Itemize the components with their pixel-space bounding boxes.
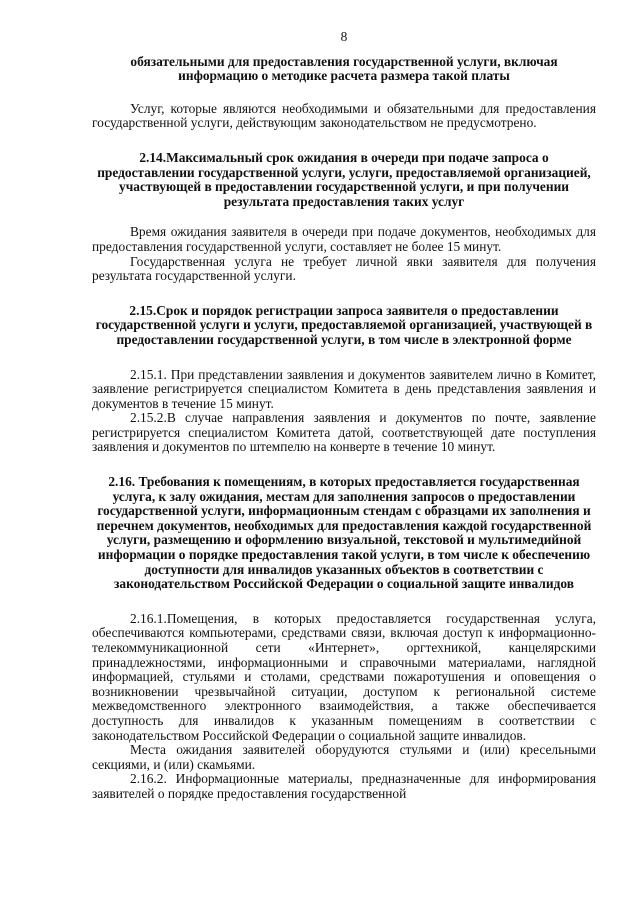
paragraph-additional-services: Услуг, которые являются необходимыми и обязательными для предоставления государственной услуги, действующим законодательством не предусмотрено. [92,100,596,131]
paragraph-2-16-1: 2.16.1.Помещения, в которых предоставляется государственная услуга, обеспечиваются компьютерами, средствами связи, включая доступ к информационно-телекоммуникационной сети «Интернет», оргтехникой, канцелярскими принадлежностями, информационными и справочными материалами, наглядной информацией, стульями и столами, средствами пожаротушения и оповещения о возникновении чрезвычайной ситуации, доступом к региональной системе межведомственного электронного взаимодействия, а также обеспечивается доступность для инвалидов к указанным помещениям в соответствии с законодательством Российской Федерации о социальной защите инвалидов. [92,610,596,743]
paragraph-2-15-1: 2.15.1. При представлении заявления и документов заявителем лично в Комитет, заявление регистрируется специалистом Комитета в день представления заявления и документов в течение 15 минут. [92,366,596,411]
spacer [92,131,596,151]
page-number: 8 [340,29,348,44]
section-heading-2-15: 2.15.Срок и порядок регистрации запроса заявителя о предоставлении государственной услуги и услуги, предоставляемой организацией, участвующей в предоставлении государственной услуги, в том числе в электронной форме [95,302,593,347]
section-heading-2-14: 2.14.Максимальный срок ожидания в очереди при подаче запроса о предоставлении государственной услуги, услуги, предоставляемой организацией, участвующей в предоставлении государственной услуги, и при получении результата предоставления таких услуг [97,149,591,209]
document-page [92,30,596,802]
spacer [92,592,596,612]
spacer [92,455,596,475]
spacer [92,84,596,102]
spacer [92,348,596,368]
spacer [92,209,596,225]
section-heading-continued: обязательными для предоставления государственной услуги, включая информацию о методике расчета размера такой платы [130,53,558,84]
paragraph-2-14-waiting-time: Время ожидания заявителя в очереди при подаче документов, необходимых для предоставления государственной услуги, составляет не более 15 минут. [92,224,596,254]
paragraph-2-15-2: 2.15.2.В случае направления заявления и документов по почте, заявление регистрируется специалистом Комитета датой, соответствующей дате поступления заявления и документов по штемпелю на конверте в течение 10 минут. [92,410,596,455]
section-heading-2-16: 2.16. Требования к помещениям, в которых предоставляется государственная услуга, к залу ожидания, местам для заполнения запросов о предоставлении государственной услуги, информационным стендам с образцами их заполнения и перечнем документов, необходимых для предоставления каждой государственной услуги, размещению и оформлению визуальной, текстовой и мультимедийной информации о порядке предоставления такой услуги, в том числе к обеспечению доступности для инвалидов указанных объектов в соответствии с законодательством Российской Федерации о социальной защите инвалидов [96,474,592,592]
paragraph-2-16-2: 2.16.2. Информационные материалы, предназначенные для информирования заявителей о порядке предоставления государственной [92,771,596,801]
paragraph-2-16-waiting-places: Места ожидания заявителей оборудуются стульями и (или) кресельными секциями, и (или) скамьями. [92,742,596,772]
spacer [92,284,596,304]
paragraph-2-14-no-presence: Государственная услуга не требует личной явки заявителя для получения результата государственной услуги. [92,253,596,284]
